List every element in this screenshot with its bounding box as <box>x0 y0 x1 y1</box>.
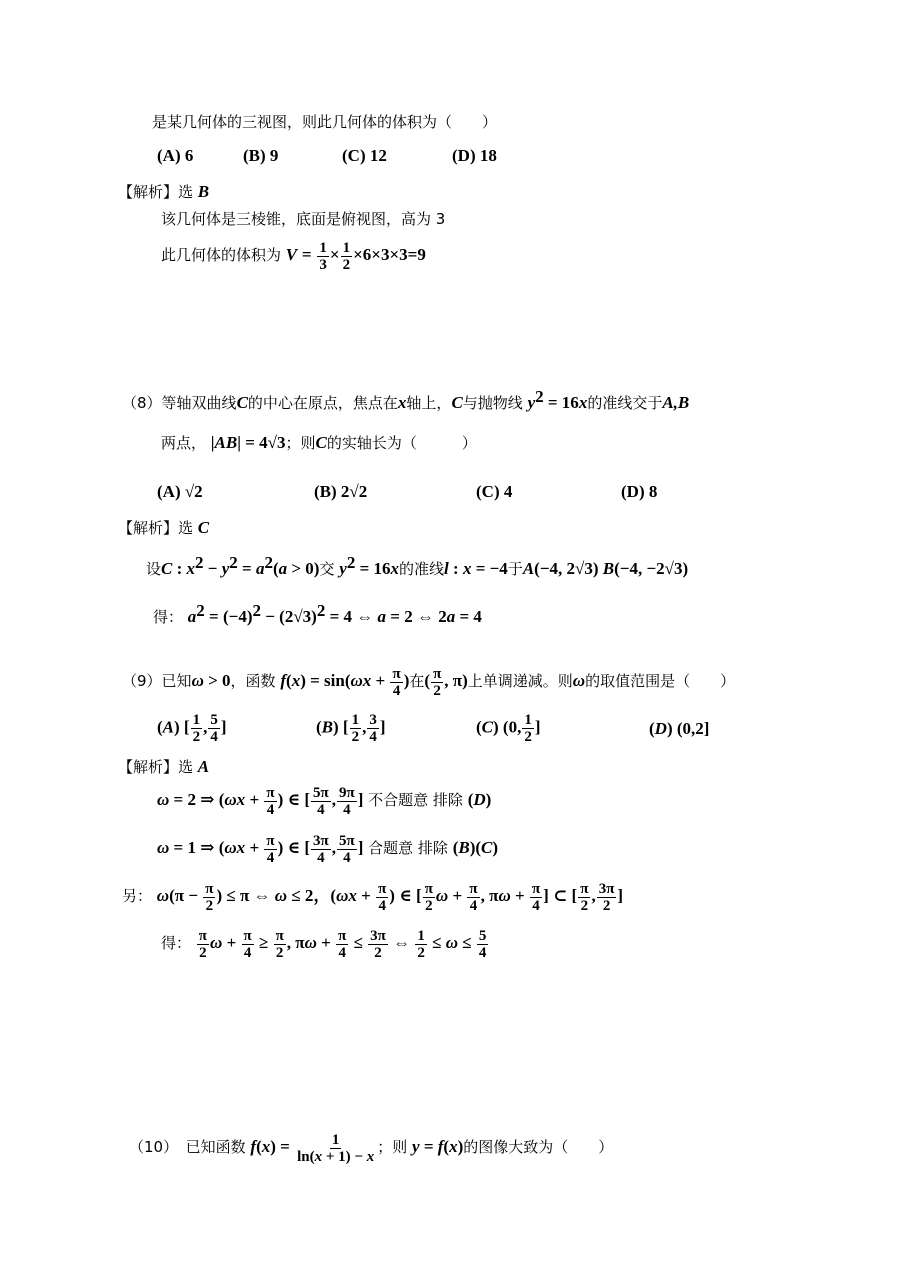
q7-stem: 是某几何体的三视图，则此几何体的体积为（ ） <box>152 113 498 131</box>
q7-explain-2: 此几何体的体积为 V = $\frac{1}{3}$ × $\frac{1}{2}$ ×6×3×3=9 <box>161 239 426 273</box>
q7-option-d: (D) 18 <box>452 146 497 165</box>
q7-option-c: (C) 12 <box>342 146 387 165</box>
q9-option-b: (B) [ $\frac{1}{2}$ , $\frac{3}{4}$ ] <box>316 712 386 745</box>
q7-analysis-header: 【解析】选 B <box>118 182 210 201</box>
q8-option-a: (A) √2 <box>157 482 203 501</box>
q9-option-c: (C) (0, $\frac{1}{2}$ ] <box>476 712 541 745</box>
q9-option-a: (A) [ $\frac{1}{2}$ , $\frac{5}{4}$ ] <box>157 712 227 745</box>
q8-option-d: (D) 8 <box>621 482 658 501</box>
q9-case-2: ω = 1 ⇒ (ωx + $\frac{\pi}{4}$ ) ∈ [ $\frac{3\pi}{4}$ , $\frac{5\pi}{4}$ ] 合题意 排除 (B)(C) <box>157 832 499 866</box>
q8-stem-line2: 两点， |AB| = 4√3；则C的实轴长为（ ） <box>161 433 477 452</box>
q9-option-d: (D) (0,2] <box>649 719 710 738</box>
q8-answer: C <box>197 518 210 537</box>
q9-analysis-header: 【解析】选 A <box>118 757 210 776</box>
q8-analysis-header: 【解析】选 C <box>118 518 210 537</box>
q8-solution-2: 得： $a^2 = (-4)^2 - (2√3)^2 = 4$ ⇔ a = 2 ⇔ 2a = 4 <box>153 601 482 626</box>
q9-case-1: ω = 2 ⇒ (ωx + $\frac{\pi}{4}$ ) ∈ [ $\frac{5\pi}{4}$ , $\frac{9\pi}{4}$ ] 不合题意 排除 (D) <box>157 784 492 818</box>
q7-option-b: (B) 9 <box>243 146 279 165</box>
q9-alt-method: 另： ω(π − $\frac{\pi}{2}$ ) ≤ π ⇔ ω ≤ 2，(ωx + $\frac{\pi}{4}$ ) ∈ [ $\frac{\pi}{2}$ ω + $\frac{\pi}{4}$ , πω + $\frac{\pi}{4}$ ] ⊂ [ $\frac{\pi}{2}$ , $\frac{3\pi}{2}$ ] <box>122 880 624 914</box>
q8-stem-line1: （8）等轴双曲线C的中心在原点，焦点在x轴上，C与抛物线 $y^2 = 16x$的准线交于A,B <box>122 387 690 412</box>
q9-answer: A <box>197 757 210 776</box>
q7-answer: B <box>197 182 210 201</box>
q8-option-b: (B) 2√2 <box>314 482 368 501</box>
q7-explain-1: 该几何体是三棱锥，底面是俯视图，高为 3 <box>161 210 446 228</box>
q8-solution-1: 设C : $x^2 - y^2 = a^2(a > 0)$交 $y^2 = 16x$的准线l : x = −4于A(−4, 2√3) B(−4, −2√3) <box>146 553 689 578</box>
q9-alt-result: 得： $\frac{\pi}{2}$ ω + $\frac{\pi}{4}$ ≥ $\frac{\pi}{2}$ , πω + $\frac{\pi}{4}$ ≤ $\frac{3\pi}{2}$ ⇔ $\frac{1}{2}$ ≤ ω ≤ $\frac{5}{4}$ <box>161 927 487 961</box>
q8-option-c: (C) 4 <box>476 482 513 501</box>
q10-stem: （10） 已知函数 f(x) = $\frac{1}{\ln(x + 1) - x}$ ；则 y = f(x)的图像大致为（ ） <box>129 1131 614 1165</box>
q7-option-a: (A) 6 <box>157 146 194 165</box>
q9-stem: （9）已知ω > 0，函数 f(x) = sin(ωx + $\frac{\pi}{4}$ )在( $\frac{\pi}{2}$ , π)上单调递减。则ω的取值范围是（ ） <box>122 665 736 699</box>
